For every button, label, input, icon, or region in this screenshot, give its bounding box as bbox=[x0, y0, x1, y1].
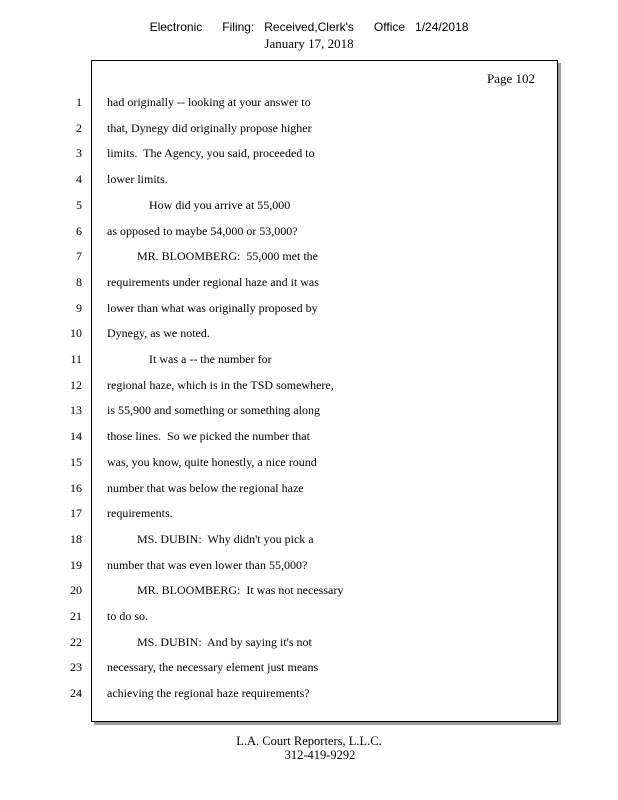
line-number: 21 bbox=[70, 609, 82, 623]
line-text: necessary, the necessary element just means bbox=[107, 660, 319, 675]
transcript-line bbox=[0, 144, 618, 162]
line-text: number that was below the regional haze bbox=[107, 480, 304, 495]
line-text: as opposed to maybe 54,000 or 53,000? bbox=[107, 223, 298, 238]
transcript-line bbox=[0, 684, 618, 702]
line-text: to do so. bbox=[107, 609, 149, 623]
line-text: Dynegy, as we noted. bbox=[107, 326, 210, 341]
line-text: regional haze, which is in the TSD somewhere, bbox=[107, 377, 334, 392]
transcript-line bbox=[0, 556, 618, 574]
line-text: that, Dynegy did originally propose higher bbox=[107, 120, 312, 135]
line-number: 11 bbox=[70, 352, 82, 366]
transcript-line bbox=[0, 247, 618, 265]
line-number: 23 bbox=[70, 660, 82, 675]
transcript-line bbox=[0, 273, 618, 291]
line-number: 9 bbox=[76, 300, 82, 315]
transcript-line bbox=[0, 427, 618, 445]
line-number: 20 bbox=[70, 583, 82, 598]
reporter-company: L.A. Court Reporters, L.L.C. bbox=[236, 734, 382, 748]
transcript-line bbox=[0, 581, 618, 599]
transcript-line bbox=[0, 633, 618, 651]
line-number: 16 bbox=[70, 480, 82, 495]
line-number: 22 bbox=[70, 634, 82, 649]
line-number: 24 bbox=[70, 686, 82, 701]
line-text: lower limits. bbox=[107, 172, 168, 187]
line-text: is 55,900 and something or something along bbox=[107, 403, 320, 418]
line-text: limits. The Agency, you said, proceeded to bbox=[107, 146, 315, 161]
line-text: requirements under regional haze and it was bbox=[107, 274, 319, 289]
line-text: MS. DUBIN: And by saying it's not bbox=[107, 634, 312, 649]
line-number: 8 bbox=[76, 274, 82, 289]
transcript-line bbox=[0, 196, 618, 214]
line-number: 15 bbox=[70, 454, 82, 469]
line-text: was, you know, quite honestly, a nice round bbox=[107, 454, 317, 469]
line-text: those lines. So we picked the number that bbox=[107, 429, 310, 444]
line-number: 7 bbox=[76, 249, 82, 264]
line-number: 10 bbox=[70, 326, 82, 341]
transcript-line bbox=[0, 479, 618, 497]
line-number: 12 bbox=[70, 377, 82, 392]
line-number: 4 bbox=[76, 172, 82, 187]
line-text: number that was even lower than 55,000? bbox=[107, 557, 308, 572]
line-text: It was a -- the number for bbox=[107, 352, 272, 366]
line-number: 6 bbox=[76, 223, 82, 238]
transcript-line bbox=[0, 350, 618, 368]
line-number: 1 bbox=[76, 95, 82, 109]
line-number: 18 bbox=[70, 531, 82, 546]
transcript-line bbox=[0, 93, 618, 111]
transcript-line bbox=[0, 658, 618, 676]
transcript-line bbox=[0, 324, 618, 342]
transcript-line bbox=[0, 530, 618, 548]
line-text: lower than what was originally proposed by bbox=[107, 300, 318, 315]
transcript-line bbox=[0, 119, 618, 137]
line-text: MS. DUBIN: Why didn't you pick a bbox=[107, 531, 314, 546]
line-text: had originally -- looking at your answer to bbox=[107, 95, 311, 109]
line-text: achieving the regional haze requirements? bbox=[107, 686, 310, 701]
transcript-line bbox=[0, 299, 618, 317]
transcript-line bbox=[0, 607, 618, 625]
line-number: 3 bbox=[76, 146, 82, 161]
line-number: 5 bbox=[76, 197, 82, 212]
line-text: requirements. bbox=[107, 506, 173, 521]
transcript-line bbox=[0, 453, 618, 471]
line-number: 14 bbox=[70, 429, 82, 444]
filing-stamp: Electronic Filing: Received,Clerk's Office 1/24/2018 bbox=[149, 20, 469, 34]
transcript-line bbox=[0, 401, 618, 419]
line-text: MR. BLOOMBERG: It was not necessary bbox=[107, 583, 344, 598]
line-number: 17 bbox=[70, 506, 82, 521]
line-text: MR. BLOOMBERG: 55,000 met the bbox=[107, 249, 319, 264]
transcript-line bbox=[0, 376, 618, 394]
line-text: How did you arrive at 55,000 bbox=[107, 197, 291, 212]
transcript-date: January 17, 2018 bbox=[264, 36, 354, 51]
line-number: 2 bbox=[76, 120, 82, 135]
transcript-line bbox=[0, 170, 618, 188]
transcript-line bbox=[0, 504, 618, 522]
page-number: Page 102 bbox=[487, 71, 536, 86]
line-number: 19 bbox=[70, 557, 82, 572]
transcript-line bbox=[0, 222, 618, 240]
line-number: 13 bbox=[70, 403, 82, 418]
reporter-phone: 312-419-9292 bbox=[284, 748, 356, 762]
